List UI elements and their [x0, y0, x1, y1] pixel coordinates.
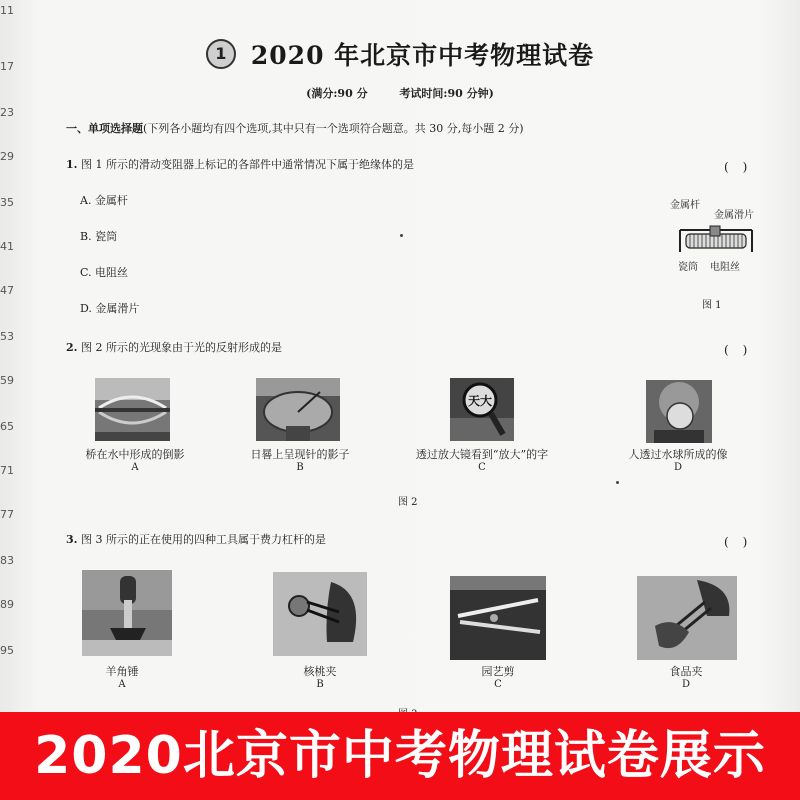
margin-number: 59 — [0, 374, 14, 387]
caption-letter: B — [296, 462, 304, 473]
answer-bracket: () — [724, 535, 762, 549]
figure-1-caption: 图 1 — [702, 300, 722, 311]
title-badge: 1 — [206, 39, 236, 69]
question-3-stem — [66, 531, 326, 547]
caption-letter: B — [316, 679, 324, 690]
exam-time: 考试时间:90 分钟) — [399, 87, 494, 100]
caption-text: 园艺剪 — [481, 665, 515, 678]
margin-number: 11 — [0, 4, 14, 17]
margin-number: 53 — [0, 330, 14, 343]
photo-sundial-shadow — [256, 378, 340, 441]
q3-caption-d — [646, 663, 726, 690]
exam-title-row — [0, 36, 800, 72]
figure-1-rheostat — [668, 194, 760, 312]
margin-number: 17 — [0, 60, 14, 73]
q2-caption-c — [412, 446, 552, 473]
caption-text: 日晷上呈现针的影子 — [250, 448, 350, 461]
margin-line-numbers — [0, 0, 14, 712]
margin-number: 35 — [0, 196, 14, 209]
full-score: (满分:90 分 — [306, 87, 368, 100]
margin-number: 95 — [0, 644, 14, 657]
caption-letter: A — [131, 462, 139, 473]
caption-text: 羊角锤 — [105, 665, 139, 678]
label-porcelain-tube: 瓷筒 — [678, 262, 698, 273]
q2-caption-d — [616, 446, 740, 473]
photo-food-tongs — [637, 576, 737, 660]
margin-number: 65 — [0, 420, 14, 433]
option-d: D. 金属滑片 — [80, 302, 140, 315]
caption-text: 桥在水中形成的倒影 — [85, 448, 185, 461]
photo-claw-hammer — [82, 570, 172, 656]
caption-letter: A — [118, 679, 126, 690]
q3-caption-a — [82, 663, 162, 690]
q2-caption-a — [80, 446, 190, 473]
question-number: 1. — [66, 158, 78, 171]
label-metal-slider: 金属滑片 — [714, 210, 754, 221]
margin-number: 41 — [0, 240, 14, 253]
exam-subtitle — [0, 85, 800, 101]
margin-number: 71 — [0, 464, 14, 477]
photo-walnut-cracker — [273, 572, 367, 656]
caption-text: 核桃夹 — [303, 665, 337, 678]
section-heading — [66, 120, 524, 136]
magnifier-text: 天大 — [468, 394, 493, 408]
question-text: 图 2 所示的光现象由于光的反射形成的是 — [80, 341, 282, 354]
q3-caption-b — [280, 663, 360, 690]
promo-banner — [0, 712, 800, 800]
margin-number: 23 — [0, 106, 14, 119]
question-2-stem — [66, 339, 282, 355]
margin-number: 47 — [0, 284, 14, 297]
question-text: 图 3 所示的正在使用的四种工具属于费力杠杆的是 — [80, 533, 326, 546]
photo-water-ball — [646, 380, 712, 443]
question-text: 图 1 所示的滑动变阻器上标记的各部件中通常情况下属于绝缘体的是 — [80, 158, 414, 171]
q2-caption-b — [240, 446, 360, 473]
option-a: A. 金属杆 — [80, 194, 128, 207]
section-note: (下列各小题均有四个选项,其中只有一个选项符合题意。共 30 分,每小题 2 分) — [143, 122, 524, 135]
section-label: 一、单项选择题 — [66, 122, 143, 135]
caption-letter: C — [478, 462, 486, 473]
figure-2-caption: 图 2 — [398, 497, 418, 508]
margin-number: 77 — [0, 508, 14, 521]
question-number: 3. — [66, 533, 78, 546]
caption-letter: D — [673, 462, 683, 473]
caption-text: 人透过水球所成的像 — [628, 448, 728, 461]
margin-number: 83 — [0, 554, 14, 567]
option-c: C. 电阻丝 — [80, 266, 129, 279]
option-b: B. 瓷筒 — [80, 230, 118, 243]
ink-dot — [616, 481, 619, 484]
photo-bridge-reflection — [95, 378, 170, 441]
label-resistance-wire: 电阻丝 — [710, 262, 740, 273]
ink-dot — [400, 234, 403, 237]
caption-letter: C — [494, 679, 502, 690]
question-1-stem — [66, 156, 414, 172]
label-metal-rod: 金属杆 — [670, 200, 700, 211]
rheostat-drawing — [676, 220, 756, 256]
margin-number: 29 — [0, 150, 14, 163]
q3-caption-c — [458, 663, 538, 690]
exam-title: 2020 年北京市中考物理试卷 — [250, 41, 595, 70]
answer-bracket: () — [724, 160, 762, 174]
photo-garden-shears — [450, 576, 546, 660]
caption-letter: D — [681, 679, 691, 690]
question-number: 2. — [66, 341, 78, 354]
banner-text: 2020北京市中考物理试卷展示 — [34, 726, 766, 786]
photo-magnifier — [450, 378, 514, 441]
caption-text: 透过放大镜看到“放大”的字 — [415, 448, 549, 461]
margin-number: 89 — [0, 598, 14, 611]
answer-bracket: () — [724, 343, 762, 357]
caption-text: 食品夹 — [669, 665, 703, 678]
